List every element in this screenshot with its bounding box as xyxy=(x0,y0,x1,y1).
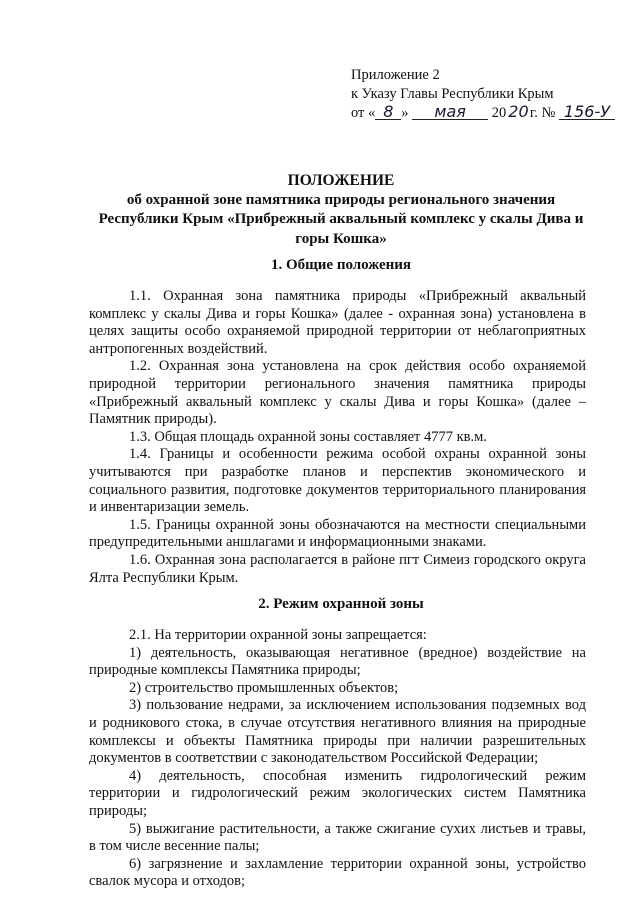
appendix-decree-ref: к Указу Главы Республики Крым xyxy=(351,86,554,102)
paragraph: 1.5. Границы охранной зоны обозначаются на местности специальными предупредительными аншлагами и информационными знаками. xyxy=(89,516,586,551)
paragraph: 1.6. Охранная зона располагается в районе пгт Симеиз городского округа Ялта Республики Крым. xyxy=(89,551,586,586)
paragraph: 1.2. Охранная зона установлена на срок действия особо охраняемой природной территории регионального значения памятника природы «Прибрежный аквальный комплекс у скалы Дива и горы Кошка» (далее – Памятник природы). xyxy=(89,358,586,428)
handwritten-month: мая xyxy=(412,104,488,120)
paragraph: 4) деятельность, способная изменить гидрологический режим территории и гидрологический режим экологических систем Памятника природы; xyxy=(89,767,586,819)
title-line-2: об охранной зоне памятника природы регионального значения xyxy=(126,191,556,208)
paragraph: 6) загрязнение и захламление территории охранной зоны, устройство свалок мусора и отходов; xyxy=(89,855,586,890)
date-suffix: г. № xyxy=(529,105,556,121)
section-1-body xyxy=(89,288,586,587)
title-line-1: ПОЛОЖЕНИЕ xyxy=(287,172,395,189)
paragraph: 1.1. Охранная зона памятника природы «Прибрежный аквальный комплекс у скалы Дива и горы Кошка» (далее - охранная зона) установлена в целях защиты особо охраняемой природной территории от неблагоприятных антропогенных воздействий. xyxy=(89,288,586,357)
date-mid: » xyxy=(401,105,409,121)
paragraph: 2) строительство промышленных объектов; xyxy=(129,679,399,696)
paragraph: 1) деятельность, оказывающая негативное (вредное) воздействие на природные комплексы Памятника природы; xyxy=(89,644,586,679)
date-prefix: от « xyxy=(351,105,376,121)
section-2-heading: 2. Режим охранной зоны xyxy=(258,596,424,612)
paragraph: 5) выжигание растительности, а также сжигание сухих листьев и травы, в том числе весенние палы; xyxy=(89,820,586,855)
section-2-body xyxy=(89,627,586,891)
title-line-3: Республики Крым «Прибрежный аквальный комплекс у скалы Дива и xyxy=(98,211,584,227)
handwritten-day: 8 xyxy=(375,104,401,120)
appendix-label: Приложение 2 xyxy=(351,67,440,83)
title-line-4: горы Кошка» xyxy=(295,230,387,247)
handwritten-year: 20 xyxy=(508,102,529,121)
paragraph: 1.4. Границы и особенности режима особой охраны охранной зоны учитываются при разработке планов и перспектив экономического и социального развития, подготовке документов территориального планирования и инвентаризации земель. xyxy=(89,446,586,516)
document-title xyxy=(80,171,602,249)
appendix-block xyxy=(351,66,611,123)
date-year-prefix: 20 xyxy=(491,105,507,121)
paragraph: 3) пользование недрами, за исключением использования подземных вод и родникового стока, в случае отсутствия негативного влияния на природные комплексы и объекты Памятника природы при наличии разрешительных документов в соответствии с законодательством Российской Федерации; xyxy=(89,697,586,767)
handwritten-number: 156-У xyxy=(559,104,615,120)
paragraph: 2.1. На территории охранной зоны запрещается: xyxy=(129,627,427,643)
paragraph: 1.3. Общая площадь охранной зоны составляет 4777 кв.м. xyxy=(129,428,487,445)
section-1-heading: 1. Общие положения xyxy=(270,257,412,273)
appendix-date-line xyxy=(351,104,611,123)
